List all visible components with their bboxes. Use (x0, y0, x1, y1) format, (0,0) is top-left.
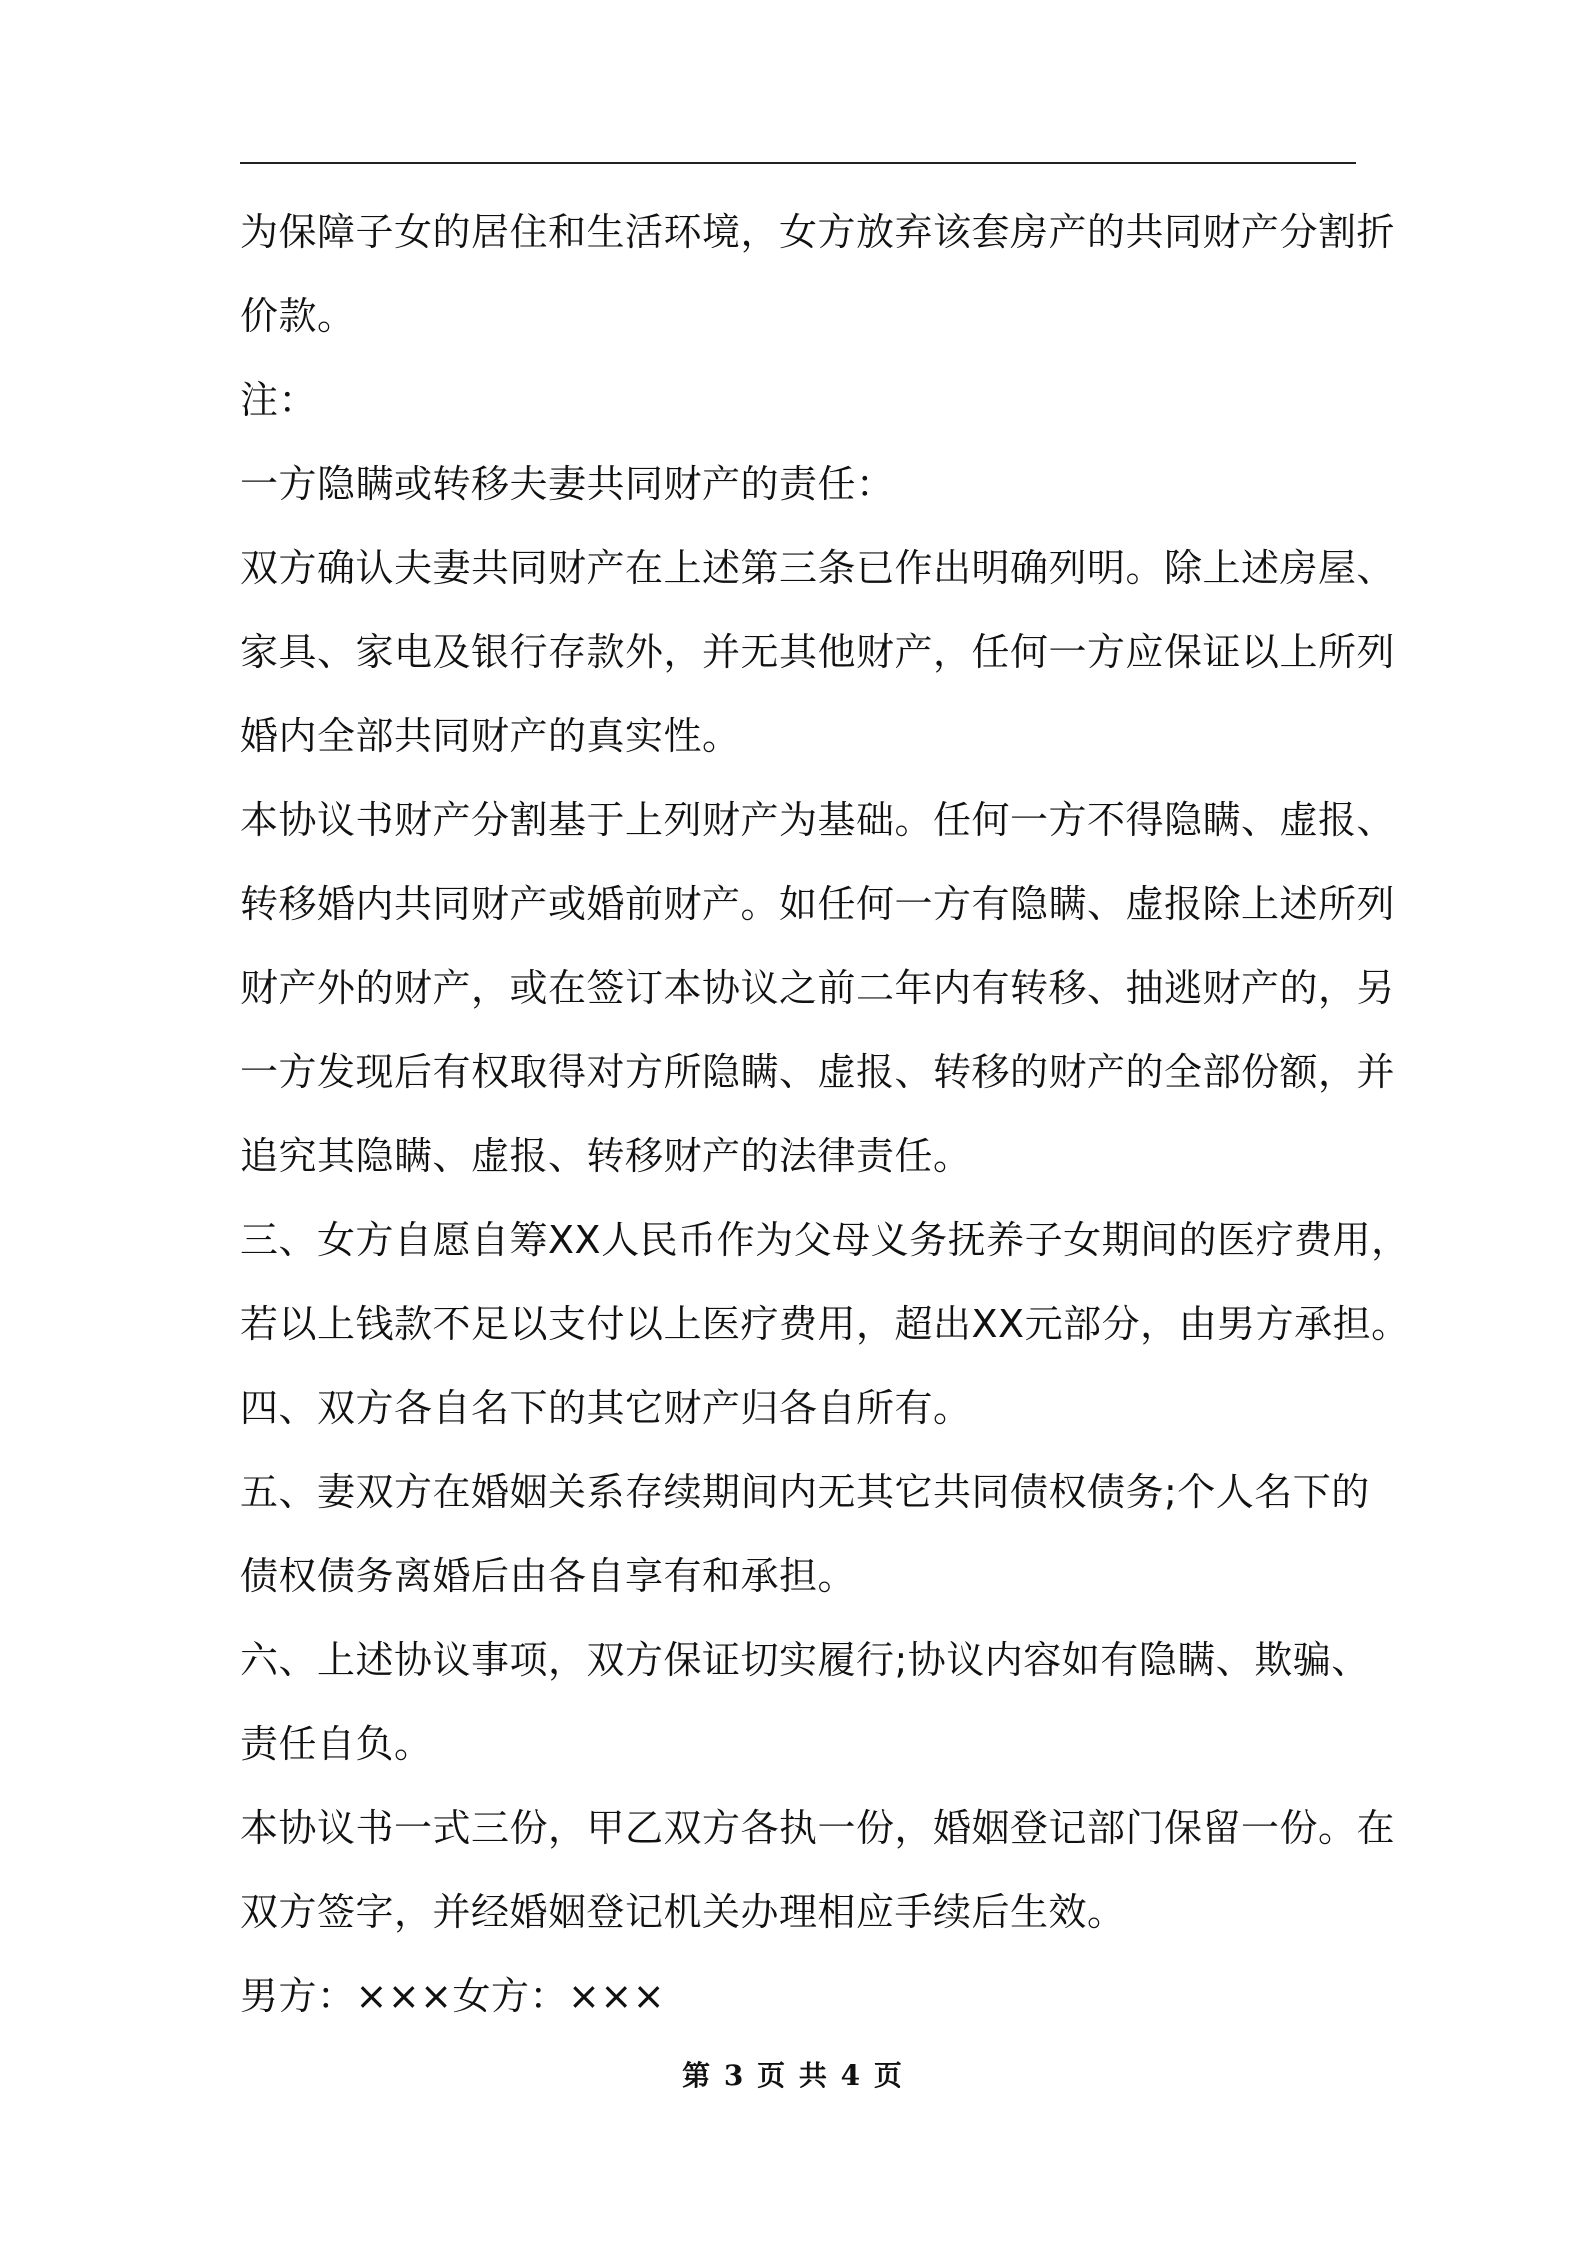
text-line: 一方隐瞒或转移夫妻共同财产的责任： (240, 462, 895, 506)
header-rule (240, 162, 1356, 164)
text-line: 注： (240, 378, 318, 422)
text-line: 双方确认夫妻共同财产在上述第三条已作出明确列明。除上述房屋、 (240, 546, 1396, 590)
text-line: 本协议书一式三份，甲乙双方各执一份，婚姻登记部门保留一份。在 (240, 1806, 1396, 1850)
text-line: 六、上述协议事项，双方保证切实履行;协议内容如有隐瞒、欺骗、 (240, 1638, 1370, 1682)
text-line: 本协议书财产分割基于上列财产为基础。任何一方不得隐瞒、虚报、 (240, 798, 1396, 842)
text-line: 转移婚内共同财产或婚前财产。如任何一方有隐瞒、虚报除上述所列 (240, 882, 1396, 926)
signature-line: 男方：×××女方：××× (240, 1974, 666, 2018)
text-line: 价款。 (240, 294, 356, 338)
text-line: 责任自负。 (240, 1722, 433, 1766)
text-line: 债权债务离婚后由各自享有和承担。 (240, 1554, 857, 1598)
text-line: 若以上钱款不足以支付以上医疗费用，超出XX元部分，由男方承担。 (240, 1302, 1410, 1346)
text-line: 五、妻双方在婚姻关系存续期间内无其它共同债权债务;个人名下的 (240, 1470, 1370, 1514)
text-line: 财产外的财产，或在签订本协议之前二年内有转移、抽逃财产的，另 (240, 966, 1396, 1010)
text-line: 一方发现后有权取得对方所隐瞒、虚报、转移的财产的全部份额，并 (240, 1050, 1396, 1094)
document-body (240, 190, 1410, 2038)
page-number-footer: 第 3 页 共 4 页 (682, 2059, 904, 2092)
text-line: 为保障子女的居住和生活环境，女方放弃该套房产的共同财产分割折 (240, 210, 1396, 254)
text-line: 四、双方各自名下的其它财产归各自所有。 (240, 1386, 972, 1430)
text-line: 婚内全部共同财产的真实性。 (240, 714, 741, 758)
text-line: 三、女方自愿自筹XX人民币作为父母义务抚养子女期间的医疗费用， (240, 1218, 1410, 1262)
text-line: 家具、家电及银行存款外，并无其他财产，任何一方应保证以上所列 (240, 630, 1396, 674)
text-line: 双方签字，并经婚姻登记机关办理相应手续后生效。 (240, 1890, 1126, 1934)
text-line: 追究其隐瞒、虚报、转移财产的法律责任。 (240, 1134, 972, 1178)
